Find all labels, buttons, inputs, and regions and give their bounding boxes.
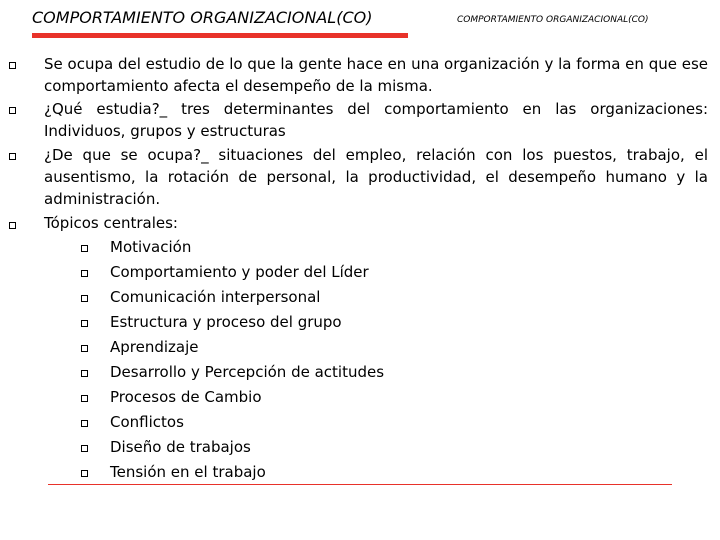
- topic-item: Comunicación interpersonal: [110, 288, 321, 306]
- bottom-divider-line: [48, 484, 672, 485]
- sub-bullet-icon: [81, 270, 88, 277]
- topic-item: Desarrollo y Percepción de actitudes: [110, 363, 385, 381]
- sub-bullet-icon: [81, 295, 88, 302]
- sub-bullet-icon: [81, 395, 88, 402]
- slide-subtitle: COMPORTAMIENTO ORGANIZACIONAL(CO): [457, 15, 649, 25]
- bullet-text-1: Se ocupa del estudio de lo que la gente hace en una organización y la forma en que ese comportamiento afecta el desempeño de la misma.: [44, 55, 708, 95]
- topic-item: Procesos de Cambio: [110, 388, 262, 406]
- bullet-text-2: ¿Qué estudia?_ tres determinantes del comportamiento en las organizaciones: Individuos, grupos y estructuras: [44, 100, 708, 140]
- sub-bullet-icon: [81, 320, 88, 327]
- topic-item: Comportamiento y poder del Líder: [110, 263, 369, 281]
- title-underline-bar: [32, 33, 408, 38]
- bullet-icon: [9, 222, 16, 229]
- topic-item: Estructura y proceso del grupo: [110, 313, 342, 331]
- topic-item: Diseño de trabajos: [110, 438, 251, 456]
- topic-item: Conflictos: [110, 413, 184, 431]
- sub-bullet-icon: [81, 245, 88, 252]
- slide-title: COMPORTAMIENTO ORGANIZACIONAL(CO): [32, 8, 373, 27]
- sub-bullet-icon: [81, 345, 88, 352]
- bullet-icon: [9, 107, 16, 114]
- bullet-text-3: ¿De que se ocupa?_ situaciones del empleo, relación con los puestos, trabajo, el ausentismo, la rotación de personal, la productividad, el desempeño humano y la administración.: [44, 146, 708, 208]
- bullet-icon: [9, 153, 16, 160]
- bullet-text-4: Tópicos centrales:: [44, 214, 178, 232]
- bullet-icon: [9, 62, 16, 69]
- sub-bullet-icon: [81, 445, 88, 452]
- topic-item: Aprendizaje: [110, 338, 199, 356]
- sub-bullet-icon: [81, 470, 88, 477]
- sub-bullet-icon: [81, 420, 88, 427]
- topic-item: Motivación: [110, 238, 192, 256]
- sub-bullet-icon: [81, 370, 88, 377]
- topic-item: Tensión en el trabajo: [110, 463, 266, 481]
